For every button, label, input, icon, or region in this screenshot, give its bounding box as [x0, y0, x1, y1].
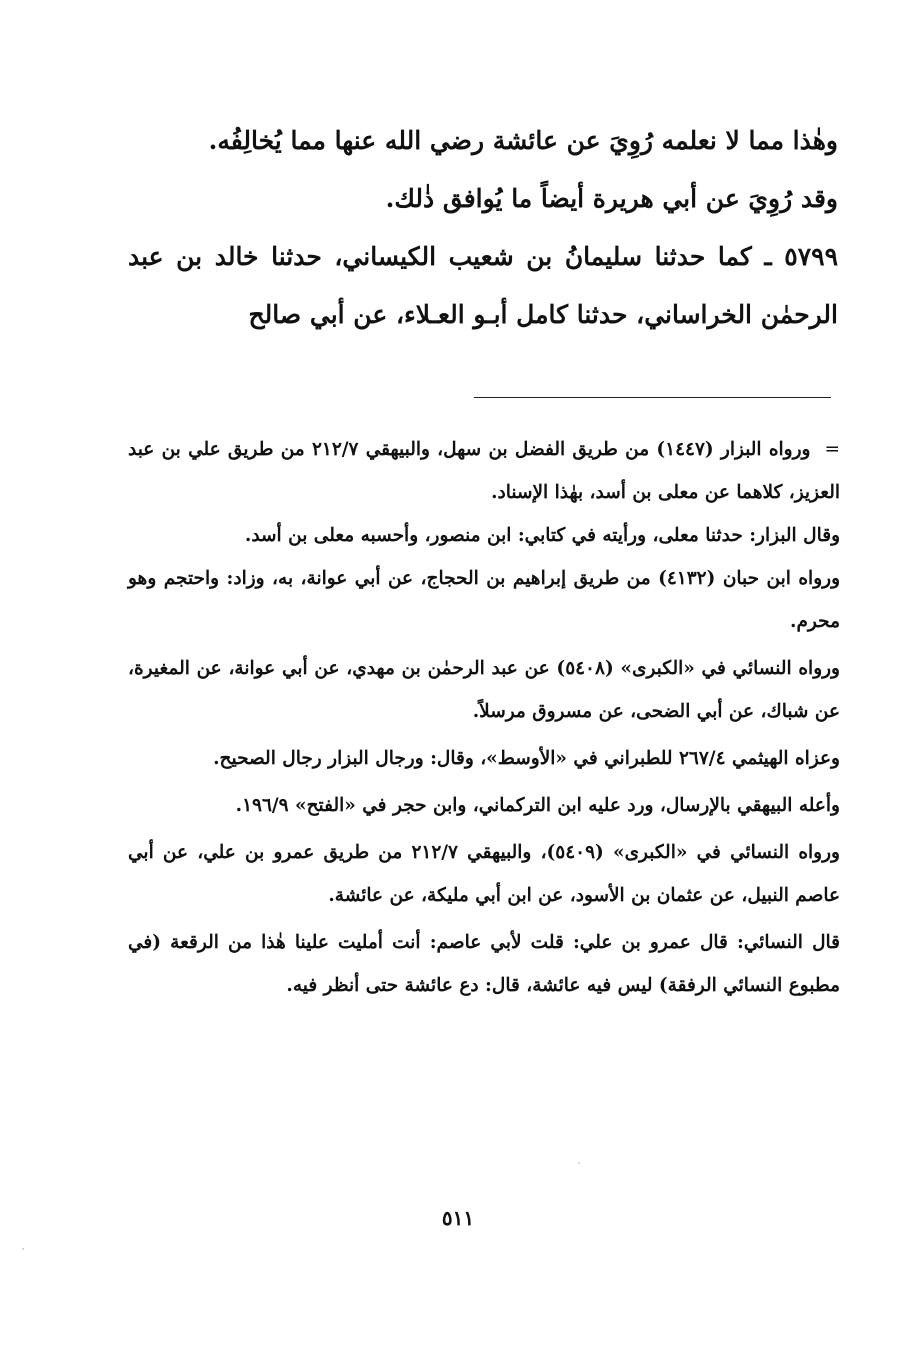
- scan-speck: [578, 1162, 580, 1164]
- footnote-paragraph: ورواه ابن حبان (٤١٣٢) من طريق إبراهيم بن الحجاج، عن أبي عوانة، به، وزاد: واحتجم وهو محرم.: [128, 568, 840, 632]
- scan-speck: [22, 1248, 24, 1250]
- footnote-divider: [474, 397, 831, 398]
- footnote-paragraph: [128, 428, 840, 514]
- main-text-line: وقد رُوِيَ عن أبي هريرة أيضاً ما يُوافق ذٰلك.: [385, 184, 838, 213]
- page-number: ٥١١: [441, 1206, 475, 1230]
- main-text-line: وهٰذا مما لا نعلمه رُوِيَ عن عائشة رضي الله عنها مما يُخالِفُه.: [208, 126, 838, 155]
- footnote-paragraph: وقال البزار: حدثنا معلى، ورأيته في كتابي: ابن منصور، وأحسبه معلى بن أسد.: [244, 525, 840, 546]
- footnote-paragraph: وأعله البيهقي بالإرسال، ورد عليه ابن التركماني، وابن حجر في «الفتح» ١٩٦/٩.: [235, 795, 840, 816]
- footnote-paragraph: ورواه النسائي في «الكبرى» (٥٤٠٩)، والبيهقي ٢١٢/٧ من طريق عمرو بن علي، عن أبي عاصم النبيل، عن عثمان بن الأسود، عن ابن أبي مليكة، عن عائشة.: [128, 842, 840, 906]
- footnotes-block: [128, 428, 840, 1007]
- footnote-paragraph: وعزاه الهيثمي ٢٦٧/٤ للطبراني في «الأوسط»، وقال: ورجال البزار رجال الصحيح.: [213, 748, 840, 769]
- footnote-text: ورواه البزار (١٤٤٧) من طريق الفضل بن سهل، والبيهقي ٢١٢/٧ من طريق علي بن عبد العزيز، كلاهما عن معلى بن أسد، بهٰذا الإسناد.: [128, 439, 840, 503]
- footnote-continuation-mark: =: [824, 439, 840, 460]
- footnote-paragraph: ورواه النسائي في «الكبرى» (٥٤٠٨) عن عبد الرحمٰن بن مهدي، عن أبي عوانة، عن المغيرة، عن شباك، عن أبي الضحى، عن مسروق مرسلاً.: [128, 658, 840, 722]
- footnote-paragraph: قال النسائي: قال عمرو بن علي: قلت لأبي عاصم: أنت أمليت علينا هٰذا من الرقعة (في مطبوع النسائي الرفقة) ليس فيه عائشة، قال: دع عائشة حتى أنظر فيه.: [128, 932, 840, 996]
- hadith-paragraph: ٥٧٩٩ ـ كما حدثنا سليمانُ بن شعيب الكيساني، حدثنا خالد بن عبد الرحمٰن الخراساني، حدثنا كامل أبـو العـلاء، عن أبي صالح: [128, 242, 838, 329]
- main-text-block: [128, 112, 838, 344]
